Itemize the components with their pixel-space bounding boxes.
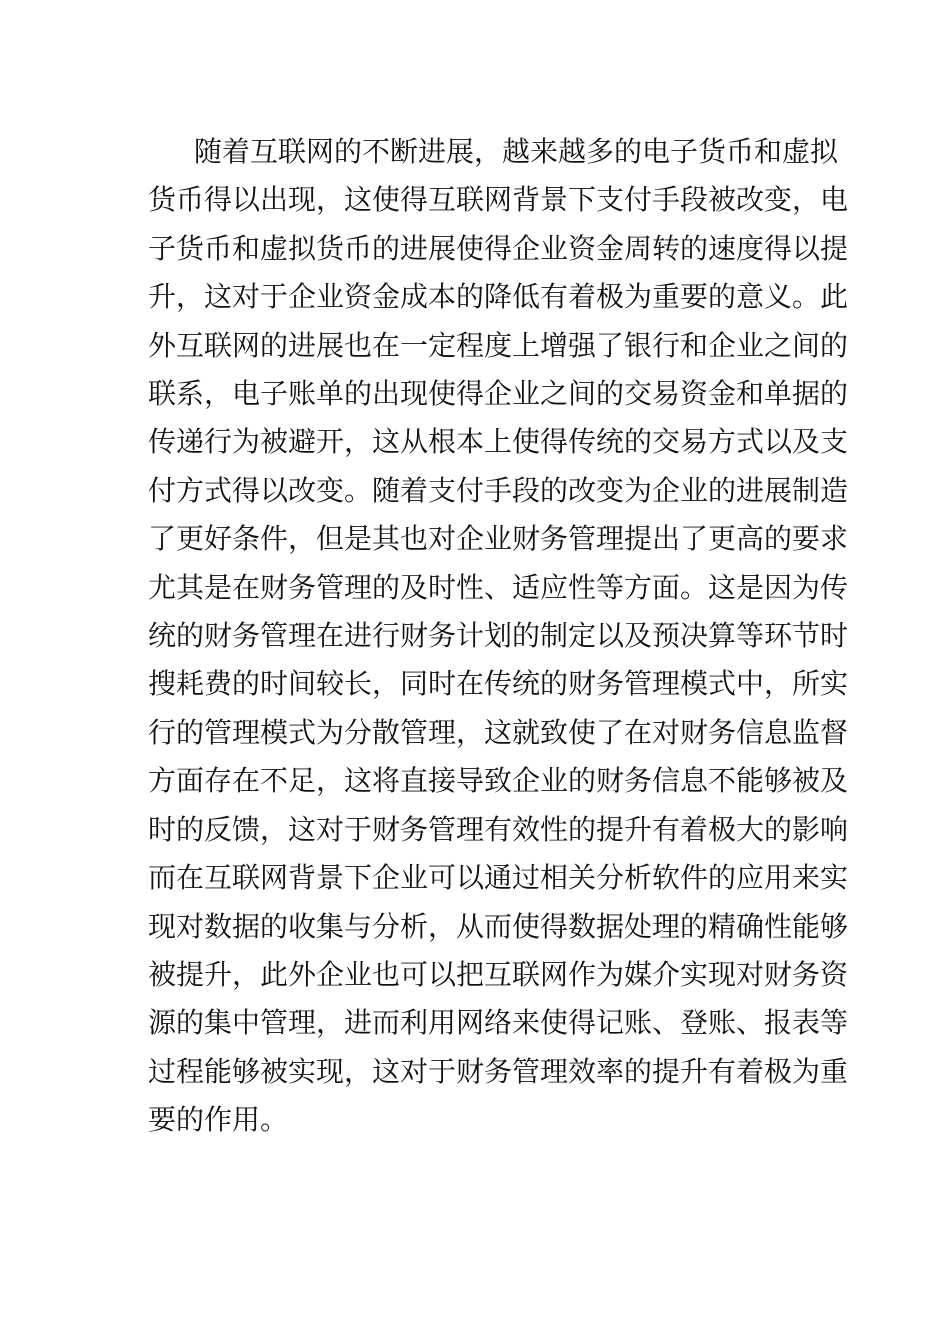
- paragraph-line-4: 升，这对于企业资金成本的降低有着极为重要的意义。此: [148, 280, 849, 314]
- paragraph-line-2: 货币得以出现，这使得互联网背景下支付手段被改变，电: [148, 183, 849, 217]
- paragraph-line-1: 随着互联网的不断进展，越来越多的电子货币和虚拟: [194, 135, 839, 168]
- paragraph-line-21: 要的作用。: [148, 1103, 289, 1137]
- paragraph-line-20: 过程能够被实现，这对于财务管理效率的提升有着极为重: [148, 1054, 849, 1088]
- paragraph-line-16: 而在互联网背景下企业可以通过相关分析软件的应用来实: [148, 861, 849, 895]
- body-paragraph: [148, 128, 849, 1145]
- paragraph-line-9: 了更好条件，但是其也对企业财务管理提出了更高的要求: [148, 522, 849, 556]
- paragraph-line-12: 搜耗费的时间较长，同时在传统的财务管理模式中，所实: [148, 667, 849, 701]
- paragraph-line-5: 外互联网的进展也在一定程度上增强了银行和企业之间的: [148, 328, 849, 362]
- paragraph-line-7: 传递行为被避开，这从根本上使得传统的交易方式以及支: [148, 425, 849, 459]
- paragraph-line-13: 行的管理模式为分散管理，这就致使了在对财务信息监督: [148, 715, 849, 749]
- paragraph-line-3: 子货币和虚拟货币的进展使得企业资金周转的速度得以提: [148, 231, 849, 265]
- paragraph-line-10: 尤其是在财务管理的及时性、适应性等方面。这是因为传: [148, 570, 849, 604]
- paragraph-line-17: 现对数据的收集与分析，从而使得数据处理的精确性能够: [148, 909, 849, 943]
- paragraph-line-8: 付方式得以改变。随着支付手段的改变为企业的进展制造: [148, 473, 849, 507]
- paragraph-line-6: 联系，电子账单的出现使得企业之间的交易资金和单据的: [148, 377, 849, 411]
- paragraph-line-19: 源的集中管理，进而利用网络来使得记账、登账、报表等: [148, 1006, 849, 1040]
- paragraph-line-14: 方面存在不足，这将直接导致企业的财务信息不能够被及: [148, 764, 849, 798]
- paragraph-line-18: 被提升，此外企业也可以把互联网作为媒介实现对财务资: [148, 957, 849, 991]
- paragraph-line-11: 统的财务管理在进行财务计划的制定以及预决算等环节时: [148, 619, 849, 653]
- paragraph-line-15: 时的反馈，这对于财务管理有效性的提升有着极大的影响: [148, 812, 849, 846]
